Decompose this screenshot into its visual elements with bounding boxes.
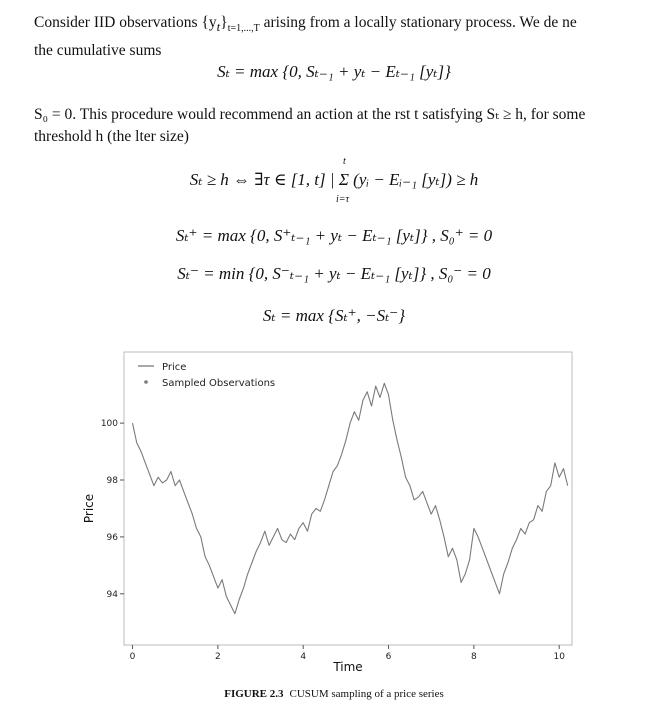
legend-sampled-label: Sampled Observations	[162, 378, 276, 389]
price-line	[133, 383, 568, 613]
equation-threshold: Sₜ ≥ h ⇔ ∃τ ∈ [1, t] | Σ (yᵢ − Eᵢ₋₁ [yₜ]) ≥ h	[189, 170, 479, 189]
intro-range: t=1,...,T	[227, 23, 260, 35]
action-text-b: threshold h (the lter size)	[34, 128, 189, 145]
intro-text-d: the cumulative sums	[34, 42, 162, 60]
equation-cusum: Sₜ = max {0, Sₜ₋₁ + yₜ − Eₜ₋₁ [yₜ]}	[217, 62, 451, 81]
x-tick-label: 6	[385, 652, 392, 662]
figure-caption	[0, 688, 668, 700]
x-tick-label: 4	[300, 652, 307, 662]
sum-upper-limit: t	[343, 156, 346, 167]
y-tick-label: 98	[106, 476, 118, 487]
equation-negative: Sₜ⁻ = min {0, S⁻ₜ₋₁ + yₜ − Eₜ₋₁ [yₜ]} , S₀⁻ = 0	[177, 264, 491, 283]
equation-max: Sₜ = max {Sₜ⁺, −Sₜ⁻}	[262, 306, 406, 325]
y-tick-label: 100	[100, 419, 118, 430]
intro-text-b: }	[220, 14, 228, 31]
caption-label: FIGURE 2.3	[224, 688, 284, 700]
x-axis-label: Time	[333, 660, 363, 674]
intro-text-a: Consider IID observations {y	[34, 14, 217, 31]
legend-price-label: Price	[162, 362, 187, 373]
legend-marker-swatch	[144, 380, 148, 384]
x-tick-label: 2	[214, 652, 221, 662]
plot-frame	[124, 352, 572, 645]
x-tick-label: 8	[470, 652, 477, 662]
caption-text: CUSUM sampling of a price series	[289, 688, 444, 700]
y-tick-label: 96	[106, 532, 118, 543]
intro-sub: t	[216, 19, 221, 35]
y-axis-label: Price	[82, 493, 96, 524]
x-tick-label: 0	[129, 652, 136, 662]
intro-text-c: arising from a locally stationary process. We de ne	[259, 14, 577, 31]
y-tick-label: 94	[106, 589, 118, 600]
action-text-a: S₀ = 0. This procedure would recommend an action at the rst t satisfying Sₜ ≥ h, for some	[34, 106, 586, 123]
sum-lower-limit: i=τ	[336, 194, 350, 205]
x-tick-label: 10	[553, 652, 565, 662]
equation-positive: Sₜ⁺ = max {0, S⁺ₜ₋₁ + yₜ − Eₜ₋₁ [yₜ]} , S₀⁺ = 0	[175, 226, 493, 245]
